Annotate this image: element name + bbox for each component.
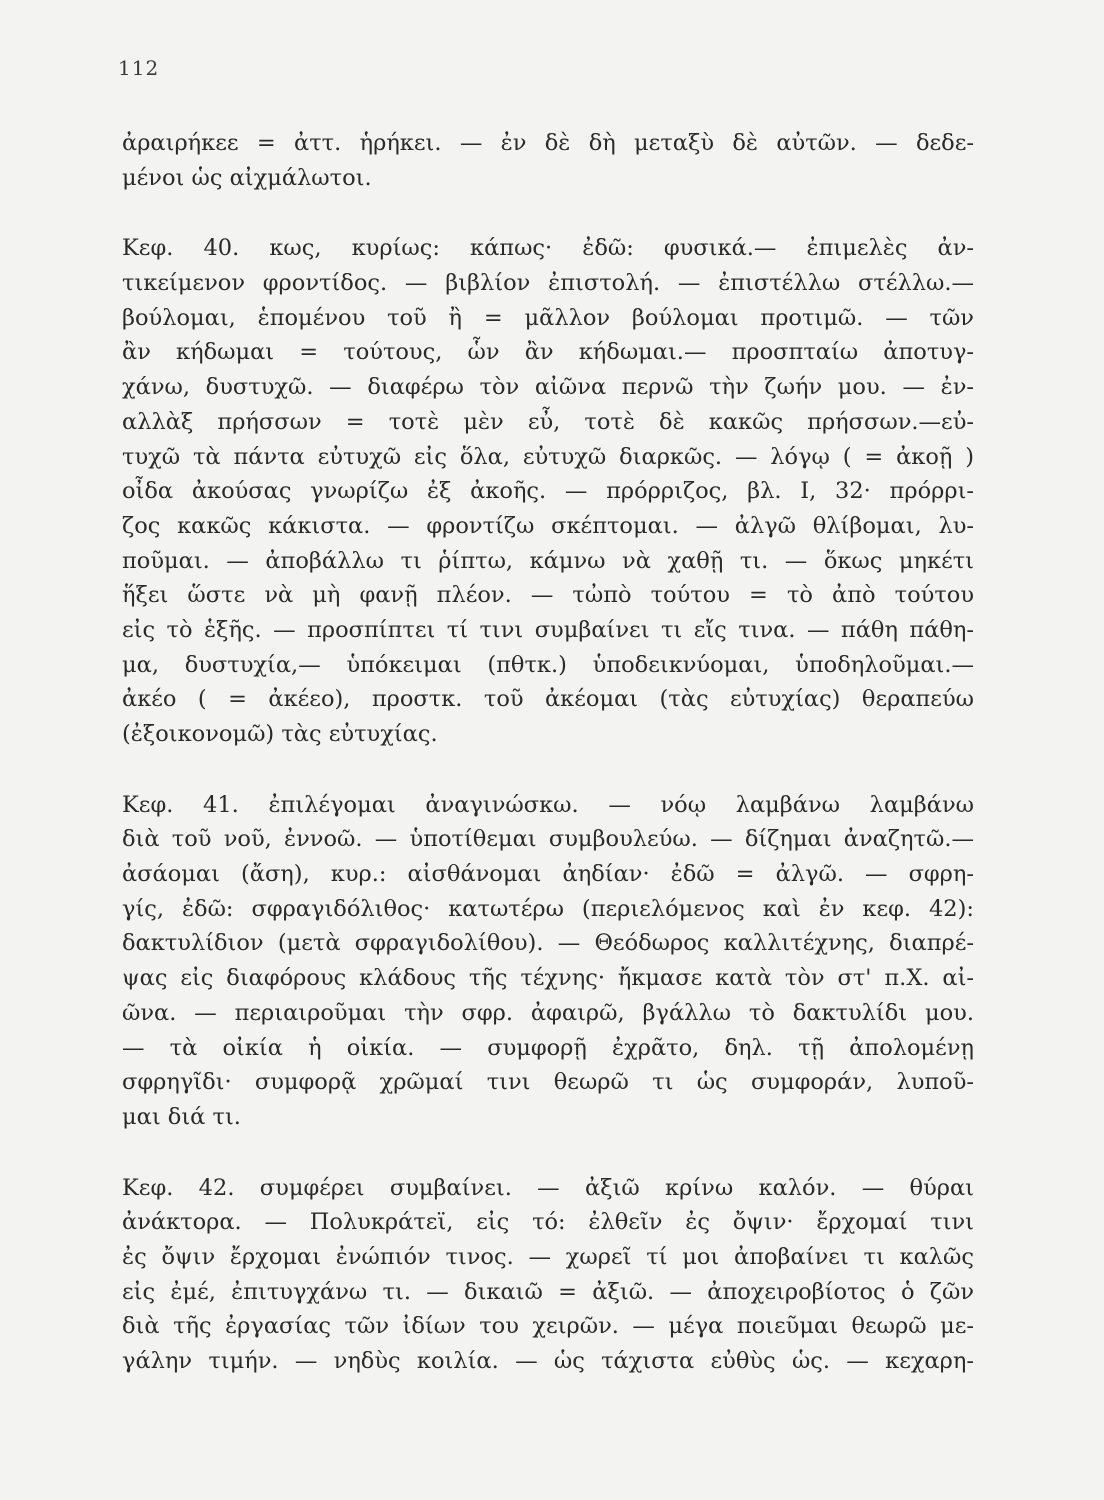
text-line: ἀσάομαι (ἄση), κυρ.: αἰσθάνομαι ἀηδίαν· ἐδῶ = ἀλγῶ. — σφρη- bbox=[122, 861, 974, 888]
text-line: διὰ τῆς ἐργασίας τῶν ἰδίων του χειρῶν. — μέγα ποιεῦμαι θεωρῶ με- bbox=[122, 1313, 974, 1340]
section-intro bbox=[122, 126, 974, 195]
text-line: ῶνα. — περιαιροῦμαι τὴν σφρ. ἀφαιρῶ, βγάλλω τὸ δακτυλίδι μου. bbox=[122, 999, 974, 1026]
text-line: οἶδα ἀκούσας γνωρίζω ἐξ ἀκοῆς. — πρόρριζος, βλ. I, 32· πρόρρι- bbox=[122, 478, 974, 505]
text-line: μένοι ὡς αἰχμάλωτοι. bbox=[122, 164, 372, 191]
page-number: 112 bbox=[118, 56, 160, 80]
text-line: τυχῶ τὰ πάντα εὐτυχῶ εἰς ὅλα, εὐτυχῶ διαρκῶς. — λόγῳ ( = ἀκοῇ ) bbox=[122, 443, 974, 470]
text-line: ἂν κήδωμαι = τούτους, ὧν ἂν κήδωμαι.— προσπταίω ἀποτυγ- bbox=[122, 339, 974, 366]
text-line: διὰ τοῦ νοῦ, ἐννοῶ. — ὑποτίθεμαι συμβουλεύω. — δίζημαι ἀναζητῶ.— bbox=[122, 826, 974, 853]
text-line: μαι διά τι. bbox=[122, 1103, 241, 1130]
text-line: ψας εἰς διαφόρους κλάδους τῆς τέχνης· ἤκμασε κατὰ τὸν στ' π.Χ. αἰ- bbox=[122, 965, 974, 992]
text-line: ἀκέο ( = ἀκέεο), προστκ. τοῦ ἀκέομαι (τὰς εὐτυχίας) θεραπεύω bbox=[122, 686, 974, 713]
text-line: ἀραιρήκεε = ἀττ. ἡρήκει. — ἐν δὲ δὴ μεταξὺ δὲ αὐτῶν. — δεδε- bbox=[122, 130, 974, 156]
section-chapter-41 bbox=[122, 788, 974, 1135]
text-line: τικείμενον φροντίδος. — βιβλίον ἐπιστολή. — ἐπιστέλλω στέλλω.— bbox=[122, 270, 974, 297]
commentary-text bbox=[122, 126, 974, 1415]
text-line: Κεφ. 42. συμφέρει συμβαίνει. — ἀξιῶ κρίνω καλόν. — θύραι bbox=[122, 1174, 974, 1201]
text-line: (ἐξοικονομῶ) τὰς εὐτυχίας. bbox=[122, 721, 438, 747]
text-line: βούλομαι, ἑπομένου τοῦ ἢ = μᾶλλον βούλομαι προτιμῶ. — τῶν bbox=[122, 304, 974, 331]
text-line: ζος κακῶς κάκιστα. — φροντίζω σκέπτομαι. — ἀλγῶ θλίβομαι, λυ- bbox=[122, 512, 974, 539]
text-line: σφρηγῖδι· συμφορᾷ χρῶμαί τινι θεωρῶ τι ὡς συμφοράν, λυποῦ- bbox=[122, 1069, 974, 1096]
text-line: εἰς τὸ ἑξῆς. — προσπίπτει τί τινι συμβαίνει τι εἴς τινα. — πάθη πάθη- bbox=[122, 616, 974, 643]
text-line: δακτυλίδιον (μετὰ σφραγιδολίθου). — Θεόδωρος καλλιτέχνης, διαπρέ- bbox=[122, 930, 974, 957]
text-line: ποῦμαι. — ἀποβάλλω τι ῥίπτω, κάμνω νὰ χαθῇ τι. — ὅκως μηκέτι bbox=[122, 547, 974, 574]
section-chapter-40 bbox=[122, 231, 974, 751]
text-line: χάνω, δυστυχῶ. — διαφέρω τὸν αἰῶνα περνῶ τὴν ζωήν μου. — ἐν- bbox=[122, 374, 974, 401]
text-line: ἐς ὄψιν ἔρχομαι ἐνώπιόν τινος. — χωρεῖ τί μοι ἀποβαίνει τι καλῶς bbox=[122, 1243, 974, 1270]
text-line: αλλὰξ πρήσσων = τοτὲ μὲν εὖ, τοτὲ δὲ κακῶς πρήσσων.—εὐ- bbox=[122, 408, 974, 435]
text-line: ἀνάκτορα. — Πολυκράτεϊ, εἰς τό: ἐλθεῖν ἐς ὄψιν· ἔρχομαί τινι bbox=[122, 1209, 974, 1236]
text-line: ἥξει ὥστε νὰ μὴ φανῇ πλέον. — τὠπὸ τούτου = τὸ ἀπὸ τούτου bbox=[122, 582, 974, 609]
text-line: μα, δυστυχία,— ὑπόκειμαι (πθτκ.) ὑποδεικνύομαι, ὑποδηλοῦμαι.— bbox=[122, 651, 974, 678]
text-line: εἰς ἐμέ, ἐπιτυγχάνω τι. — δικαιῶ = ἀξιῶ. — ἀποχειροβίοτος ὁ ζῶν bbox=[122, 1278, 974, 1305]
text-line: Κεφ. 40. κως, κυρίως: κάπως· ἐδῶ: φυσικά.— ἐπιμελὲς ἀν- bbox=[122, 235, 974, 262]
section-chapter-42 bbox=[122, 1171, 974, 1379]
text-line: γάλην τιμήν. — νηδὺς κοιλία. — ὡς τάχιστα εὐθὺς ὡς. — κεχαρη- bbox=[122, 1348, 974, 1374]
text-line: γίς, ἐδῶ: σφραγιδόλιθος· κατωτέρω (περιελόμενος καὶ ἐν κεφ. 42): bbox=[122, 895, 974, 922]
text-line: — τὰ οἰκία ἡ οἰκία. — συμφορῇ ἐχρᾶτο, δηλ. τῇ ἀπολομένῃ bbox=[122, 1034, 974, 1061]
text-line: Κεφ. 41. ἐπιλέγομαι ἀναγινώσκω. — νόῳ λαμβάνω λαμβάνω bbox=[122, 791, 974, 818]
